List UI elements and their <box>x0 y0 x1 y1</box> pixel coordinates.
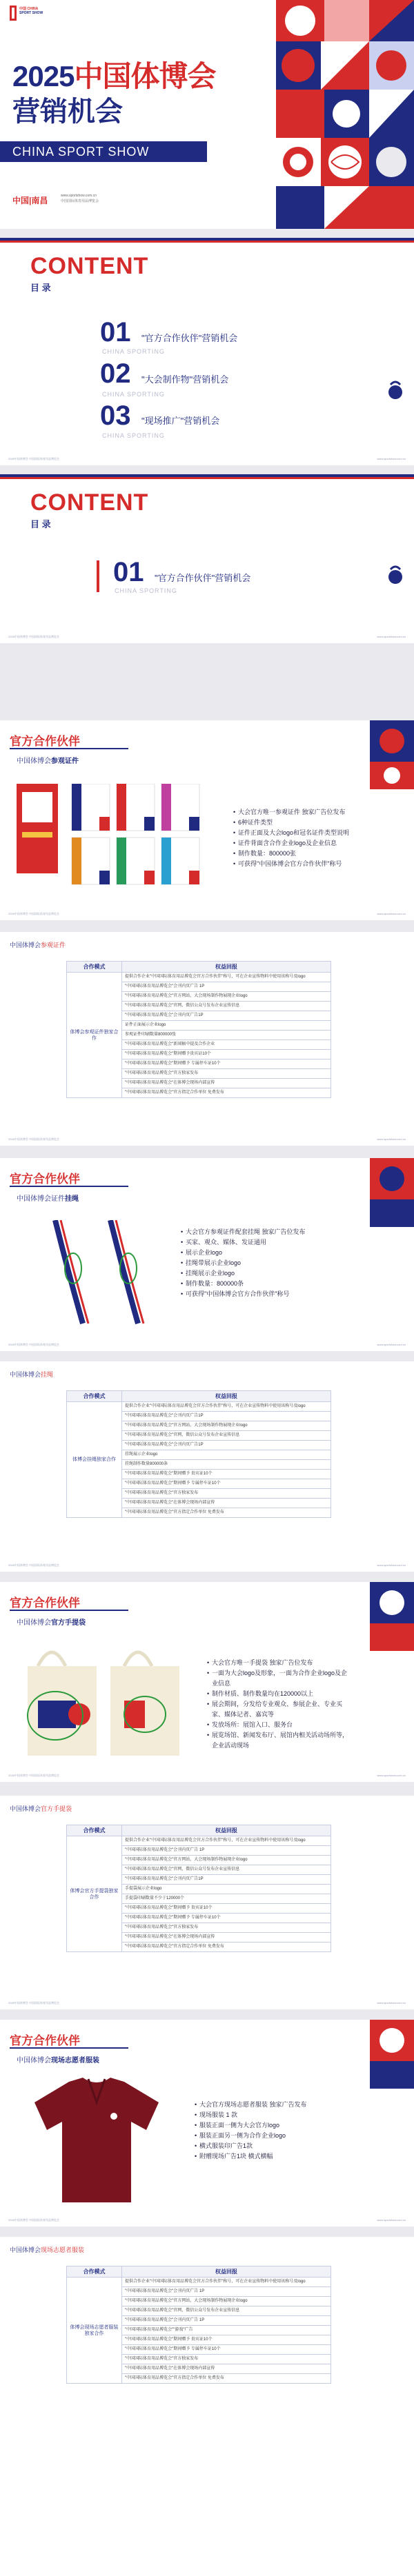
contents-title: CONTENT <box>30 489 149 516</box>
footer-left: 2025中国体博会 中国国际体育用品博览会 <box>8 912 60 915</box>
section-slide-lanyard <box>0 1158 414 1351</box>
benefit-item: • 服装正面另一侧为合作企业logo <box>195 2131 307 2141</box>
rights-cell: 提供合作企业"中国国际体育用品博览会官方合作伙伴"称号，可在企业宣传物料中使用该称号及logo <box>122 1402 331 1412</box>
contents-item-label[interactable]: "现场推广"营销机会 <box>141 416 220 426</box>
slide-footer <box>8 635 406 639</box>
benefit-item: • 6种证件类型 <box>233 818 349 828</box>
corner-art <box>370 1582 414 1651</box>
cooperation-mode-cell: 体博会现场志愿者服装独家合作 <box>67 2278 122 2384</box>
benefit-item: • 制作材质、制作数量均在120000以上 <box>207 1689 352 1699</box>
footer-right: www.sportshow.com.cn <box>377 1774 406 1777</box>
benefit-item: • 一面为大会logo及形象，一面为合作企业logo及企业信息 <box>207 1668 352 1689</box>
benefit-list <box>233 807 349 869</box>
contents-item-sub: CHINA SPORTING <box>102 391 165 398</box>
rights-cell: "中国国际体育用品博览会"会刊内页广告 1P <box>122 1846 331 1856</box>
table-slide-badge <box>0 932 414 1146</box>
rights-cell: "中国国际体育用品博览会"期间赠予 专属停车证10个 <box>122 1059 331 1069</box>
footer-right: www.sportshow.com.cn <box>377 635 406 638</box>
cooperation-mode-cell: 体博会挂绳独家合作 <box>67 1402 122 1518</box>
rights-cell: "中国国际体育用品博览会"在体博会现场内部宣传 <box>122 1499 331 1508</box>
benefit-item: • 证件背面含合作企业logo及企业信息 <box>233 838 349 849</box>
cover-year: 2025 <box>12 60 75 92</box>
rights-cell: "中国国际体育用品博览会"官方独家发布 <box>122 1923 331 1933</box>
table-title <box>10 1804 72 1813</box>
table-title-bold: 参观证件 <box>41 942 66 949</box>
logo-line1: 中国 CHINA <box>19 7 39 11</box>
contents-item-sub: CHINA SPORTING <box>102 348 165 355</box>
rights-cell: "中国国际体育用品博览会"期间赠予 专属停车证10个 <box>122 1914 331 1923</box>
contents-slide <box>0 238 414 465</box>
sports-collage-art <box>276 0 414 229</box>
rights-cell: "中国国际体育用品博览会"期间赠予 贵宾证10个 <box>122 1904 331 1914</box>
footer-left: 2025中国体博会 中国国际体育用品博览会 <box>8 2001 60 2005</box>
section-subtitle-bold: 官方手提袋 <box>51 1619 86 1627</box>
footer-right: www.sportshow.com.cn <box>377 1563 406 1567</box>
rights-cell: "中国国际体育用品博览会"在体博会现场内部宣传 <box>122 1079 331 1088</box>
rights-cell: "中国国际体育用品博览会"官网，微信公众号发布企业宣传信息 <box>122 1431 331 1441</box>
footer-right: www.sportshow.com.cn <box>377 1137 406 1141</box>
contents-subtitle: 目 录 <box>30 519 51 529</box>
rights-cell: "中国国际体育用品博览会"期间赠予 贵宾证10个 <box>122 2335 331 2345</box>
contents-title: CONTENT <box>30 253 149 279</box>
table-body <box>67 1402 331 1518</box>
rights-cell: 手提袋印刷数量不少于120000个 <box>122 1894 331 1904</box>
footer-right: www.sportshow.com.cn <box>377 2218 406 2222</box>
section-slide-uniform <box>0 2020 414 2227</box>
footer-left: 2025中国体博会 中国国际体育用品博览会 <box>8 1137 60 1141</box>
table-title <box>10 1370 53 1379</box>
rights-cell: "中国国际体育用品博览会"会刊内页广告 1P <box>122 2287 331 2297</box>
cover-url-line2: 中国国际体育用品博览会 <box>61 199 99 203</box>
rights-cell: "中国国际体育用品博览会"官方指定合作单位 免费发布 <box>122 1508 331 1518</box>
col-header-mode: 合作模式 <box>67 1391 122 1402</box>
section-subtitle-bold: 挂绳 <box>65 1195 79 1203</box>
table-row <box>67 2278 331 2287</box>
contents-item-sub: CHINA SPORTING <box>115 587 177 594</box>
col-header-rights: 权益回报 <box>122 962 331 973</box>
rights-cell: 提供合作企业"中国国际体育用品博览会官方合作伙伴"称号，可在企业宣传物料中使用该称号及logo <box>122 2278 331 2287</box>
table-slide-bag <box>0 1796 414 2009</box>
slide-footer <box>8 2001 406 2005</box>
benefit-item: • 挂绳展示企业logo <box>181 1268 306 1279</box>
table-body <box>67 2278 331 2384</box>
col-header-rights: 权益回报 <box>122 1391 331 1402</box>
contents-item-sub: CHINA SPORTING <box>102 432 165 439</box>
rights-cell: 挂绳制作数量800000条 <box>122 1460 331 1470</box>
section-subtitle <box>17 1616 86 1627</box>
slide-footer <box>8 457 406 461</box>
table-title-pre: 中国体博会 <box>10 1371 41 1378</box>
rights-cell: "中国国际体育用品博览会"官方网站，大会现场制作物展现企业logo <box>122 1856 331 1865</box>
benefit-list <box>181 1227 306 1299</box>
section-underline <box>10 1610 128 1611</box>
section-slide-bag <box>0 1582 414 1782</box>
benefit-item: • 大会官方唯一手提袋 独家广告位发布 <box>207 1658 352 1668</box>
rights-cell: "中国国际体育用品博览会"会刊内页广告1P <box>122 1875 331 1885</box>
contents-item-label: "官方合作伙伴"营销机会 <box>155 573 251 583</box>
benefit-item: • 大会官方参观证件配套挂绳 独家广告位发布 <box>181 1227 306 1237</box>
rights-cell: "中国国际体育用品博览会"会刊内页广告1P <box>122 1011 331 1021</box>
benefit-item: • 发放场所：展馆入口、服务台 <box>207 1720 352 1730</box>
section-subtitle <box>17 755 79 765</box>
benefit-item: • 附赠现场广告1块 横式横幅 <box>195 2151 307 2162</box>
section-subtitle <box>17 1193 79 1203</box>
table-row <box>67 1402 331 1412</box>
contents-item-num: 02 <box>100 358 131 389</box>
section-underline <box>10 2047 128 2049</box>
cooperation-mode-cell: 体博会官方手提袋独家合作 <box>67 1836 122 1952</box>
benefit-item: • 服装正面一侧为大会官方logo <box>195 2120 307 2131</box>
slide-footer <box>8 1137 406 1142</box>
table-body <box>67 973 331 1098</box>
footer-left: 2025中国体博会 中国国际体育用品博览会 <box>8 2218 60 2222</box>
footer-left: 2025中国体博会 中国国际体育用品博览会 <box>8 1343 60 1346</box>
slide-footer <box>8 2218 406 2222</box>
rights-cell: "中国国际体育用品博览会"会刊内页广告1P <box>122 1412 331 1421</box>
table-row <box>67 973 331 982</box>
rights-cell: "中国国际体育用品博览会"官方独家发布 <box>122 1069 331 1079</box>
footer-left: 2025中国体博会 中国国际体育用品博览会 <box>8 457 60 460</box>
footer-left: 2025中国体博会 中国国际体育用品博览会 <box>8 1774 60 1777</box>
footer-right: www.sportshow.com.cn <box>377 912 406 915</box>
section-subtitle-pre: 中国体博会 <box>17 2057 51 2065</box>
benefit-item: • 挂绳带展示企业logo <box>181 1258 306 1268</box>
rights-cell: 提供合作企业"中国国际体育用品博览会官方合作伙伴"称号，可在企业宣传物料中使用该称号及logo <box>122 1836 331 1846</box>
rights-table <box>66 961 331 1098</box>
table-body <box>67 1836 331 1952</box>
footer-right: www.sportshow.com.cn <box>377 457 406 460</box>
benefit-item: • 大会官方现场志愿者服装 独家广告发布 <box>195 2100 307 2110</box>
cover-slide <box>0 0 414 229</box>
table-title-bold: 现场志愿者服装 <box>41 2247 85 2253</box>
slide-footer <box>8 1774 406 1778</box>
rights-cell: "中国国际体育用品博览会"官方指定合作单位 免费发布 <box>122 1943 331 1952</box>
rights-cell: "中国国际体育用品博览会"在体博会现场内部宣传 <box>122 2364 331 2374</box>
section-subtitle-pre: 中国体博会 <box>17 1619 51 1627</box>
cooperation-mode-cell: 体博会参观证件独家合作 <box>67 973 122 1098</box>
cover-banner: CHINA SPORT SHOW <box>0 141 207 162</box>
table-row <box>67 1836 331 1846</box>
rights-cell: "中国国际体育用品博览会"官方网站，大会现场制作物展现企业logo <box>122 1421 331 1431</box>
contents-item-num: 01 <box>100 317 131 347</box>
benefit-list <box>207 1658 352 1751</box>
section-title: 官方合作伙伴 <box>10 735 80 748</box>
rights-cell: "中国国际体育用品博览会"官网，微信公众号发布企业宣传信息 <box>122 1865 331 1875</box>
benefit-item: • 现场服装 1 款 <box>195 2110 307 2120</box>
benefit-item: • 横式服装印广告1款 <box>195 2141 307 2151</box>
benefit-item: • 制作数量：800000条 <box>181 1279 306 1289</box>
col-header-mode: 合作模式 <box>67 1825 122 1836</box>
cover-title-cn: 中国体博会 <box>74 60 216 92</box>
rights-cell: "中国国际体育用品博览会"官方指定合作单位 免费发布 <box>122 2374 331 2384</box>
benefit-item: • 展会期间，分发给专业观众、参展企业、专业买家、媒体记者、嘉宾等 <box>207 1699 352 1720</box>
tote-bag-image <box>21 1639 186 1763</box>
badge-samples-image <box>17 784 210 887</box>
rights-cell: "中国国际体育用品博览会"会刊内页广告 1P <box>122 2316 331 2326</box>
rights-cell: 证件正面展示企业logo <box>122 1021 331 1031</box>
rights-cell: "中国国际体育用品博览会"期间赠予 专属停车证10个 <box>122 1479 331 1489</box>
rights-cell: 提供合作企业"中国国际体育用品博览会官方合作伙伴"称号，可在企业宣传物料中使用该称号及logo <box>122 973 331 982</box>
rights-cell: "中国国际体育用品博览会"在体博会现场内部宣传 <box>122 1933 331 1943</box>
rights-cell: "中国国际体育用品博览会"会刊内页广告1P <box>122 1441 331 1450</box>
benefit-item: • 大会官方唯一参观证件 独家广告位发布 <box>233 807 349 818</box>
corner-art <box>370 720 414 789</box>
rights-cell: "中国国际体育用品博览会"官方网站，大会现场制作物展现企业logo <box>122 992 331 1002</box>
benefit-item: • 买家、观众、媒体、发证通用 <box>181 1237 306 1248</box>
footer-right: www.sportshow.com.cn <box>377 2001 406 2005</box>
col-header-mode: 合作模式 <box>67 962 122 973</box>
section-slide-badge <box>0 720 414 920</box>
rights-table <box>66 1390 331 1518</box>
rights-cell: "中国国际体育用品博览会"期间赠予贵宾证10个 <box>122 1050 331 1059</box>
table-title <box>10 940 66 949</box>
table-slide-uniform <box>0 2237 414 2576</box>
benefit-list <box>195 2100 307 2162</box>
section-title: 官方合作伙伴 <box>10 1173 80 1186</box>
benefit-item: • 可获得"中国体博会官方合作伙伴"称号 <box>233 859 349 869</box>
benefit-item: • 展示企业logo <box>181 1248 306 1258</box>
footer-right: www.sportshow.com.cn <box>377 1343 406 1346</box>
rights-cell: "中国国际体育用品博览会""游戏"广告 <box>122 2326 331 2335</box>
rights-cell: "中国国际体育用品博览会"期间赠予 专属停车证10个 <box>122 2345 331 2355</box>
table-slide-lanyard <box>0 1361 414 1572</box>
rights-table <box>66 2266 331 2384</box>
rights-table <box>66 1825 331 1952</box>
rights-cell: "中国国际体育用品博览会"会刊内页广告 1P <box>122 982 331 992</box>
section-subtitle <box>17 2054 99 2065</box>
corner-art <box>370 1158 414 1227</box>
rights-cell: "中国国际体育用品博览会"新闻稿中提及合作企业 <box>122 1040 331 1050</box>
table-title-pre: 中国体博会 <box>10 1805 41 1812</box>
rights-cell: "中国国际体育用品博览会"官方网站，大会现场制作物展现企业logo <box>122 2297 331 2306</box>
section-subtitle-pre: 中国体博会 <box>17 758 51 765</box>
rights-cell: "中国国际体育用品博览会"期间赠予 贵宾证10个 <box>122 1470 331 1479</box>
contents-item-label[interactable]: "大会制作物"营销机会 <box>141 374 229 385</box>
table-title-pre: 中国体博会 <box>10 2247 41 2253</box>
col-header-mode: 合作模式 <box>67 2266 122 2278</box>
contents-item-num: 03 <box>100 400 131 431</box>
rights-cell: "中国国际体育用品博览会"官方独家发布 <box>122 2355 331 2364</box>
section-subtitle-bold: 现场志愿者服装 <box>51 2057 99 2065</box>
cover-url-line1: www.sportshow.com.cn <box>61 194 97 198</box>
cover-subtitle: 营销机会 <box>12 97 123 127</box>
table-title-bold: 官方手提袋 <box>41 1805 72 1812</box>
table-title-bold: 挂绳 <box>41 1371 54 1378</box>
section-title: 官方合作伙伴 <box>10 1596 80 1610</box>
contents-item-label[interactable]: "官方合作伙伴"营销机会 <box>141 333 238 343</box>
cover-url <box>61 193 99 204</box>
cover-brand: 中国|南昌 <box>12 196 48 205</box>
footer-left: 2025中国体博会 中国国际体育用品博览会 <box>8 635 60 638</box>
section-title: 官方合作伙伴 <box>10 2034 80 2047</box>
polo-shirt-image <box>28 2075 166 2206</box>
rights-cell: "中国国际体育用品博览会"官网，微信公众号发布企业宣传信息 <box>122 1002 331 1011</box>
rights-cell: "中国国际体育用品博览会"官网，微信公众号发布企业宣传信息 <box>122 2306 331 2316</box>
kettlebell-icon <box>384 564 407 585</box>
slide-footer <box>8 1343 406 1347</box>
col-header-rights: 权益回报 <box>122 2266 331 2278</box>
section-underline <box>10 1186 128 1187</box>
section-bar <box>97 560 99 592</box>
rights-cell: "中国国际体育用品博览会"官方独家发布 <box>122 1489 331 1499</box>
contents-item-num: 01 <box>113 557 144 587</box>
section-subtitle-pre: 中国体博会证件 <box>17 1195 65 1203</box>
table-title-pre: 中国体博会 <box>10 942 41 949</box>
contents-section-slide <box>0 474 414 643</box>
benefit-item: • 证件正面及大会logo和冠名证件类型说明 <box>233 828 349 838</box>
rights-cell: "中国国际体育用品博览会"官方指定合作单位 免费发布 <box>122 1088 331 1098</box>
contents-subtitle: 目 录 <box>30 283 51 293</box>
benefit-item: • 制作数量：800000张 <box>233 849 349 859</box>
section-underline <box>10 748 128 749</box>
kettlebell-icon <box>384 379 407 400</box>
slide-footer <box>8 912 406 916</box>
rights-cell: 参观证件印刷数量800000张 <box>122 1031 331 1040</box>
table-title <box>10 2245 84 2254</box>
section-subtitle-bold: 参观证件 <box>51 758 79 765</box>
footer-left: 2025中国体博会 中国国际体育用品博览会 <box>8 1563 60 1567</box>
rights-cell: 手提袋展示企业logo <box>122 1885 331 1894</box>
benefit-item: • 可获得"中国体博会官方合作伙伴"称号 <box>181 1289 306 1299</box>
lanyard-image <box>41 1220 193 1330</box>
rights-cell: 挂绳展示企业logo <box>122 1450 331 1460</box>
corner-art <box>370 2020 414 2089</box>
cover-title <box>12 54 215 95</box>
col-header-rights: 权益回报 <box>122 1825 331 1836</box>
logo-line2: SPORT SHOW <box>19 11 43 15</box>
slide-footer <box>8 1563 406 1568</box>
benefit-item: • 展览场馆、新闻发布厅、展馆内相关活动场所等，企业活动现场 <box>207 1730 352 1751</box>
